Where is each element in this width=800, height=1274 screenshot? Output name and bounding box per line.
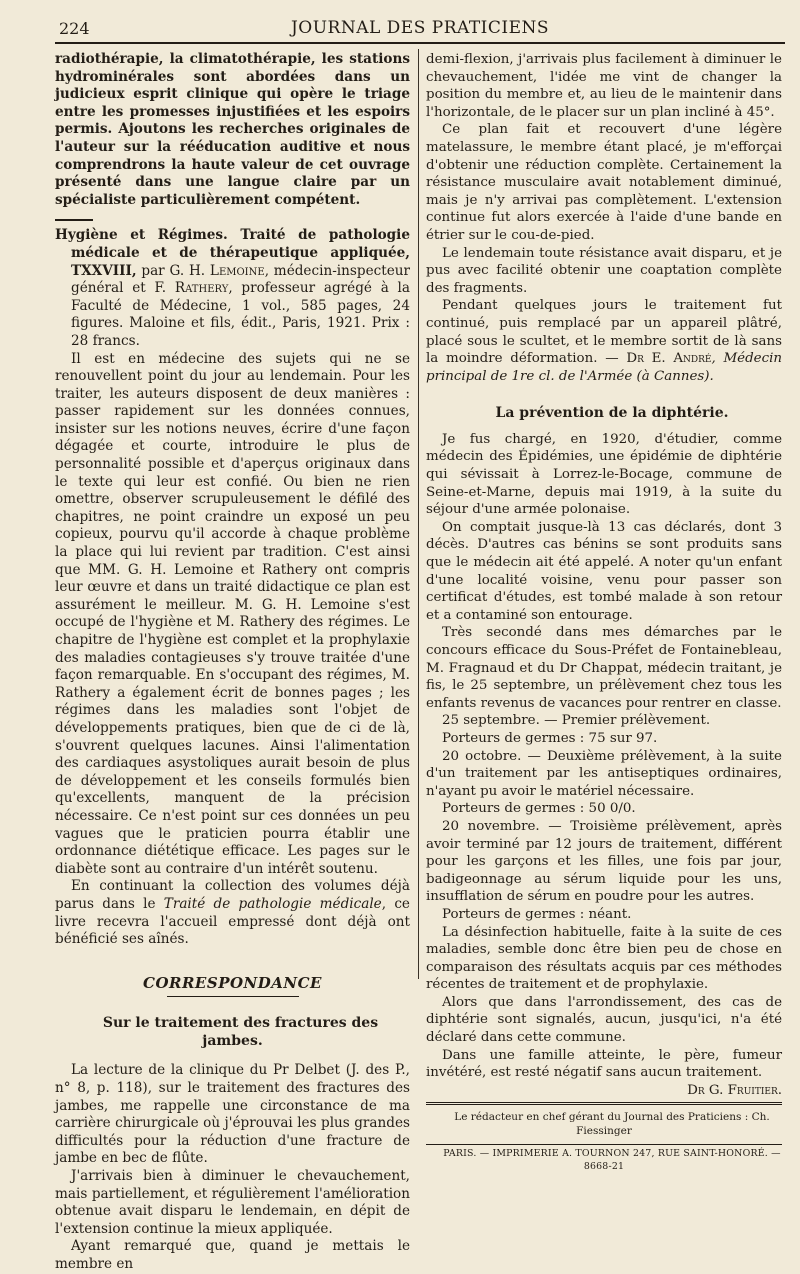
- correspondance-rule: [167, 996, 299, 997]
- diphtheria-paragraph-6: 20 octobre. — Deuxième prélèvement, à la suite d'un traitement par les antiseptiques ordinaires, n'ayant pu avoir le matériel nécessaire.: [426, 748, 782, 799]
- diphtheria-paragraph-3: Très secondé dans mes démarches par le concours efficace du Sous-Préfet de Fontainebleau, M. Fragnaud et du Dr Chappat, médecin traitant, je fis, le 25 septembre, un prélèvement chez tous les enfants revenus de vacances pour rentrer en classe.: [426, 625, 782, 711]
- intro-paragraph: radiothérapie, la climatothérapie, les stations hydrominérales sont abordées dans un judicieux esprit clinique qui opère le triage entre les promesses injustifiées et les espoirs permis. Ajoutons les recherches originales de l'auteur sur la rééducation auditive et nous comprendrons la haute valeur de cet ouvrage présenté dans une langue claire par un spécialiste particulièrement compétent.: [55, 51, 410, 208]
- book-mid: , médecin-inspecteur général et F.: [71, 262, 410, 297]
- book-title: Hygiène et Régimes. Traité de pathologie médicale et de thérapeutique appliquée, TXXVIII,: [55, 227, 410, 279]
- diphtheria-paragraph-2: On comptait jusque-là 13 cas déclarés, dont 3 décès. D'autres cas bénins se sont produits sans que le médecin ait été appelé. A noter qu'un enfant d'une localité voisine, venu pour passer son certificat d'études, est tombé malade à son retour et a contaminé son entourage.: [426, 519, 782, 623]
- book-author-2: Rathery: [174, 280, 229, 297]
- diphtheria-paragraph-11: Alors que dans l'arrondissement, des cas de diphtérie sont signalés, aucun, jusqu'ici, n'a été déclaré dans cette commune.: [426, 994, 782, 1046]
- fractures-heading: Sur le traitement des fractures des jambes.: [102, 1015, 379, 1049]
- diphtheria-signature: Dr G. Fruitier.: [687, 1082, 782, 1098]
- section-separator: [55, 219, 93, 221]
- diphtheria-paragraph-8: 20 novembre. — Troisième prélèvement, après avoir terminé par 12 jours de traitement, différent pour les garçons et les filles, une fois par jour, badigeonnage au sérum liquide pour les uns, insufflation de sérum en poudre pour les autres.: [426, 818, 782, 905]
- fractures-continued-1: demi-flexion, j'arrivais plus facilement à diminuer le chevauchement, l'idée me vint de changer la position du membre et, au lieu de le maintenir dans l'horizontale, de le placer sur un plan incliné à 45°.: [426, 52, 782, 120]
- book-details: , professeur agrégé à la Faculté de Médecine, 1 vol., 585 pages, 24 figures. Maloine et fils, édit., Paris, 1921. Prix : 28 francs.: [71, 280, 411, 349]
- diphtheria-paragraph-12: Dans une famille atteinte, le père, fumeur invétéré, est resté négatif sans aucun traitement.: [426, 1047, 782, 1081]
- diphtheria-paragraph-10: La désinfection habituelle, faite à la suite de ces maladies, semble donc être bien peu de chose en comparaison des résultats acquis par ces méthodes récentes de traitement et de prophylaxie.: [426, 924, 782, 993]
- fractures-continued-2: Ce plan fait et recouvert d'une légère matelassure, le membre étant placé, je m'efforçai d'obtenir une réduction complète. Certainement la résistance musculaire avait notablement diminué, mais je n'y arrivai pas complètement. L'extension continue fut alors exercée à l'aide d'une bande en étrier sur le cou-de-pied.: [426, 122, 782, 243]
- book-by: par G. H.: [136, 262, 210, 279]
- review-paragraph-1: Il est en médecine des sujets qui ne se renouvellent point du jour au lendemain. Pour les traiter, les auteurs disposent de deux manières : passer rapidement sur les données connues, insister sur les notions neuves, écrire d'une façon dégagée et courte, introduire le plus de personnalité possible et d'aperçus originaux dans le texte qui leur est confié. Ou bien ne rien omettre, observer scrupuleusement le défilé des chapitres, ne point craindre un exposé un peu copieux, pourvu qu'il accorde à chaque problème la place qui lui revient par tradition. C'est ainsi que MM. G. H. Lemoine et Rathery ont compris leur œuvre et dans un traité didactique ce plan est assurément le meilleur. M. G. H. Lemoine s'est occupé de l'hygiène et M. Rathery des régimes. Le chapitre de l'hygiène est complet et la prophylaxie des maladies contagieuses s'y trouve traitée d'une façon remarquable. En s'occupant des régimes, M. Rathery a également écrit de bonnes pages ; les régimes dans les maladies sont l'objet de développements pratiques, bien que de ci de là, s'ouvrent quelques lacunes. Ainsi l'alimentation des cardiaques asystoliques aurait besoin de plus de développement et les conseils formulés bien qu'excellents, manquent de la précision nécessaire. Ce n'est point sur ces données un peu vagues que le praticien pourra établir une ordonnance diététique efficace. Les pages sur le diabète sont au contraire d'un intérêt soutenu.: [55, 350, 410, 877]
- left-column: [55, 51, 410, 1274]
- column-divider: [418, 49, 419, 979]
- review-p2-italic: Traité de pathologie médicale: [163, 895, 382, 912]
- diphtheria-paragraph-5: Porteurs de germes : 75 sur 97.: [442, 730, 658, 746]
- book-author-1: Lemoine: [209, 262, 265, 279]
- fractures-continued-3: Le lendemain toute résistance avait disparu, et je pus avec facilité obtenir une coaptation complète des fragments.: [426, 245, 782, 296]
- footer-rule-2: [426, 1144, 782, 1145]
- diphtheria-paragraph-1: Je fus chargé, en 1920, d'étudier, comme médecin des Épidémies, une épidémie de diphtérie qui sévissait à Lorrez-le-Bocage, commune de Seine-et-Marne, depuis mai 1919, à la suite du séjour d'une armée polonaise.: [426, 431, 782, 518]
- diphtheria-paragraph-9: Porteurs de germes : néant.: [442, 906, 632, 922]
- printer-line: PARIS. — IMPRIMERIE A. TOURNON 247, RUE SAINT-HONORÉ. — 8668-21: [443, 1148, 781, 1173]
- book-heading: [55, 227, 410, 350]
- fractures-paragraph-3: Ayant remarqué que, quand je mettais le membre en: [55, 1238, 410, 1272]
- page-number: 224: [59, 19, 90, 38]
- review-paragraph-2: [55, 878, 410, 948]
- review-p2-text-b: , ce livre recevra l'accueil empressé dont déjà ont bénéficié ses aînés.: [55, 895, 410, 948]
- journal-title: JOURNAL DES PRATICIENS: [290, 18, 550, 38]
- fractures-paragraph-1: La lecture de la clinique du Pr Delbet (J. des P., n° 8, p. 118), sur le traitement des fractures des jambes, me rappelle une circonstance de ma carrière chirurgicale où j'éprouvai les plus grandes difficultés pour la réduction d'une fracture de jambe en bec de flûte.: [55, 1062, 410, 1167]
- fractures-paragraph-2: J'arrivais bien à diminuer le chevauchement, mais partiellement, et régulièrement l'amélioration obtenue avait disparu le lendemain, en dépit de l'extension continue la mieux appliquée.: [55, 1168, 410, 1237]
- review-p2-text-a: En continuant la collection des volumes déjà parus dans le: [55, 878, 410, 912]
- footer-rule: [426, 1102, 782, 1105]
- fractures-p4-text: Pendant quelques jours le traitement fut continué, puis remplacé par un appareil plâtré, placé sous le scultet, et le membre sortit de là sans la moindre déformation. —: [426, 298, 782, 367]
- fractures-continued-4: [426, 297, 782, 385]
- diphtheria-heading: La prévention de la diphtérie.: [495, 405, 729, 422]
- fractures-signature-role: , Médecin principal de 1re cl. de l'Armée (à Cannes).: [426, 351, 782, 384]
- header-rule: [55, 42, 785, 44]
- right-column: [426, 51, 782, 1173]
- correspondance-heading: CORRESPONDANCE: [143, 973, 322, 992]
- diphtheria-paragraph-4: 25 septembre. — Premier prélèvement.: [442, 713, 711, 729]
- fractures-signature-name: Dr E. André: [626, 351, 712, 367]
- editor-line: Le rédacteur en chef gérant du Journal des Praticiens : Ch. Fiessinger: [454, 1111, 770, 1138]
- page-header: [55, 13, 785, 43]
- diphtheria-paragraph-7: Porteurs de germes : 50 0/0.: [442, 801, 636, 817]
